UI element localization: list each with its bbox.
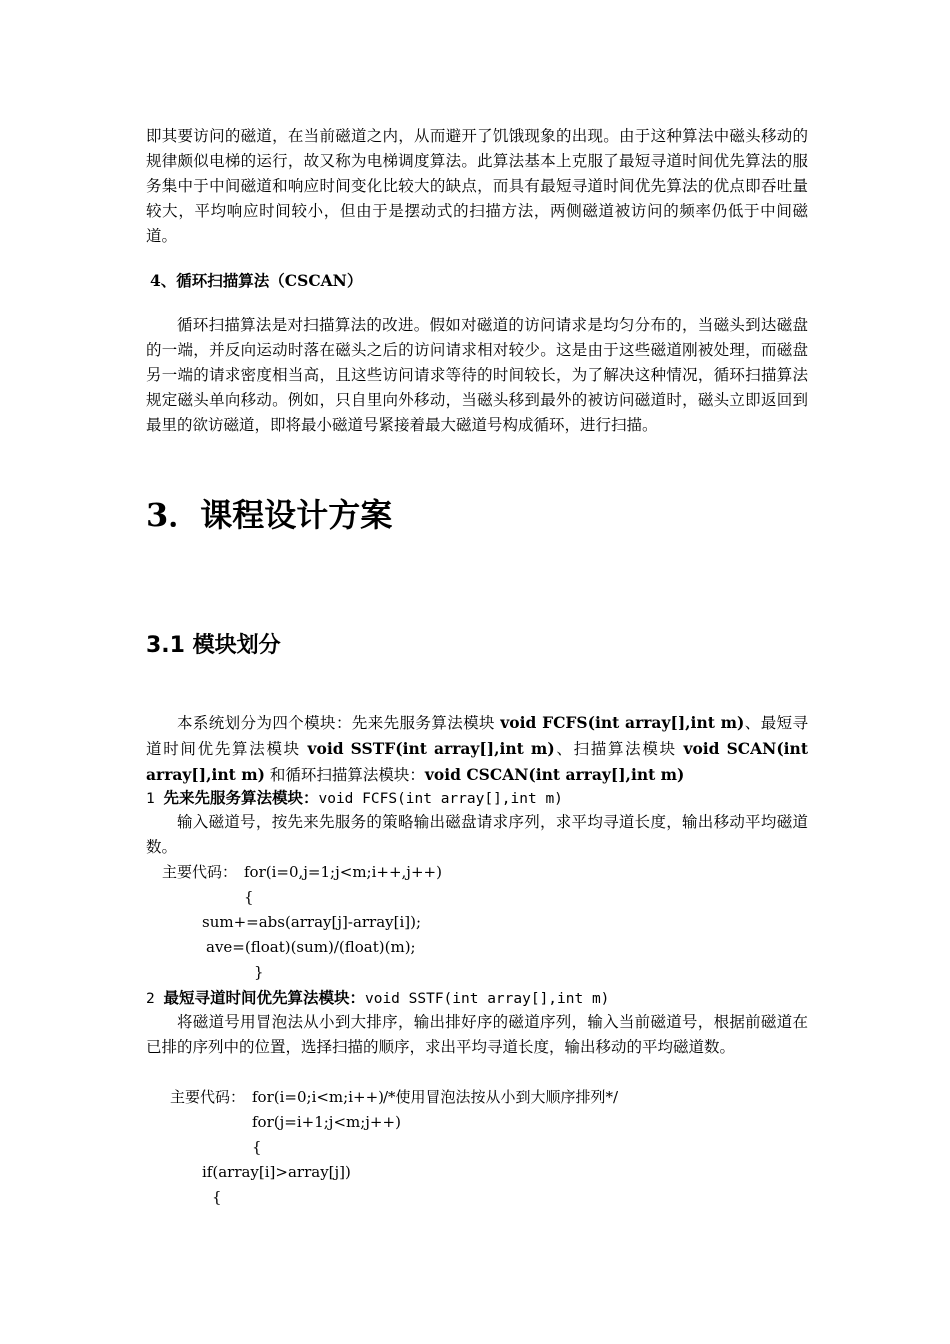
modules-intro-a: 本系统划分为四个模块：先来先服务算法模块 bbox=[177, 714, 501, 732]
module2-code-line: for(j=i+1;j<m;j++) bbox=[252, 1113, 401, 1131]
modules-intro-d: 和循环扫描算法模块： bbox=[264, 766, 425, 784]
cscan-heading: 4、循环扫描算法（CSCAN） bbox=[150, 271, 363, 290]
module1-desc: 输入磁道号，按先来先服务的策略输出磁盘请求序列，求平均寻道长度，输出移动平均磁道数。 bbox=[146, 813, 808, 856]
module1-num: 1 bbox=[146, 791, 164, 807]
modules-intro-c: 、扫描算法模块 bbox=[554, 740, 684, 758]
module1-code-line: ave=(float)(sum)/(float)(m); bbox=[206, 938, 416, 956]
sig-scan: void SCAN(int array[],int m) bbox=[146, 739, 808, 784]
module2-code-label: 主要代码： bbox=[170, 1088, 246, 1106]
cscan-paragraph: 循环扫描算法是对扫描算法的改进。假如对磁道的访问请求是均匀分布的，当磁头到达磁盘的一端，并反向运动时落在磁头之后的访问请求相对较少。这是由于这些磁道刚被处理，而磁盘另一端的请求密度相当高，且这些访问请求等待的时间较长，为了解决这种情况，循环扫描算法规定磁头单向移动。例如，只自里向外移动，当磁头移到最外的被访问磁道时，磁头立即返回到最里的欲访磁道，即将最小磁道号紧接着最大磁道号构成循环，进行扫描。 bbox=[146, 316, 808, 434]
module1-code-label: 主要代码： bbox=[162, 863, 238, 881]
module2-sig: void SSTF(int array[],int m) bbox=[364, 991, 610, 1007]
module1-heading bbox=[146, 785, 563, 812]
module1-title: 先来先服务算法模块： bbox=[163, 788, 319, 807]
module2-num: 2 bbox=[146, 991, 164, 1007]
module2-heading bbox=[146, 985, 609, 1012]
module1-code-line: sum+=abs(array[j]-array[i]); bbox=[202, 913, 422, 931]
section-3-heading: 3．课程设计方案 bbox=[146, 496, 393, 534]
modules-paragraph bbox=[146, 710, 808, 788]
module2-code-line: { bbox=[212, 1188, 222, 1206]
module2-code-line: { bbox=[252, 1138, 262, 1156]
section-3-1-heading: 3.1 模块划分 bbox=[146, 633, 281, 658]
sig-cscan: void CSCAN(int array[],int m) bbox=[424, 765, 685, 784]
modules-intro-b: 、最短寻道时间优先算法模块 bbox=[146, 714, 808, 758]
module1-code-line: { bbox=[244, 888, 254, 906]
module2-desc: 将磁道号用冒泡法从小到大排序，输出排好序的磁道序列，输入当前磁道号，根据前磁道在已排的序列中的位置，选择扫描的顺序，求出平均寻道长度，输出移动的平均磁道数。 bbox=[146, 1013, 808, 1056]
module2-code-line: if(array[i]>array[j]) bbox=[202, 1163, 351, 1181]
sig-sstf: void SSTF(int array[],int m) bbox=[307, 739, 555, 758]
module1-sig: void FCFS(int array[],int m) bbox=[318, 791, 563, 807]
intro-paragraph: 即其要访问的磁道，在当前磁道之内，从而避开了饥饿现象的出现。由于这种算法中磁头移动的规律颇似电梯的运行，故又称为电梯调度算法。此算法基本上克服了最短寻道时间优先算法的服务集中于中间磁道和响应时间变化比较大的缺点，而具有最短寻道时间优先算法的优点即吞吐量较大，平均响应时间较小，但由于是摆动式的扫描方法，两侧磁道被访问的频率仍低于中间磁道。 bbox=[146, 127, 808, 245]
module1-code-line: for(i=0,j=1;j<m;i++,j++) bbox=[244, 863, 442, 881]
module2-code-line: for(i=0;i<m;i++) bbox=[252, 1088, 384, 1106]
module2-title: 最短寻道时间优先算法模块： bbox=[163, 988, 365, 1007]
module2-code-comment: /*使用冒泡法按从小到大顺序排列*/ bbox=[383, 1088, 619, 1106]
sig-fcfs: void FCFS(int array[],int m) bbox=[500, 713, 745, 732]
module1-code-line: } bbox=[254, 963, 264, 981]
